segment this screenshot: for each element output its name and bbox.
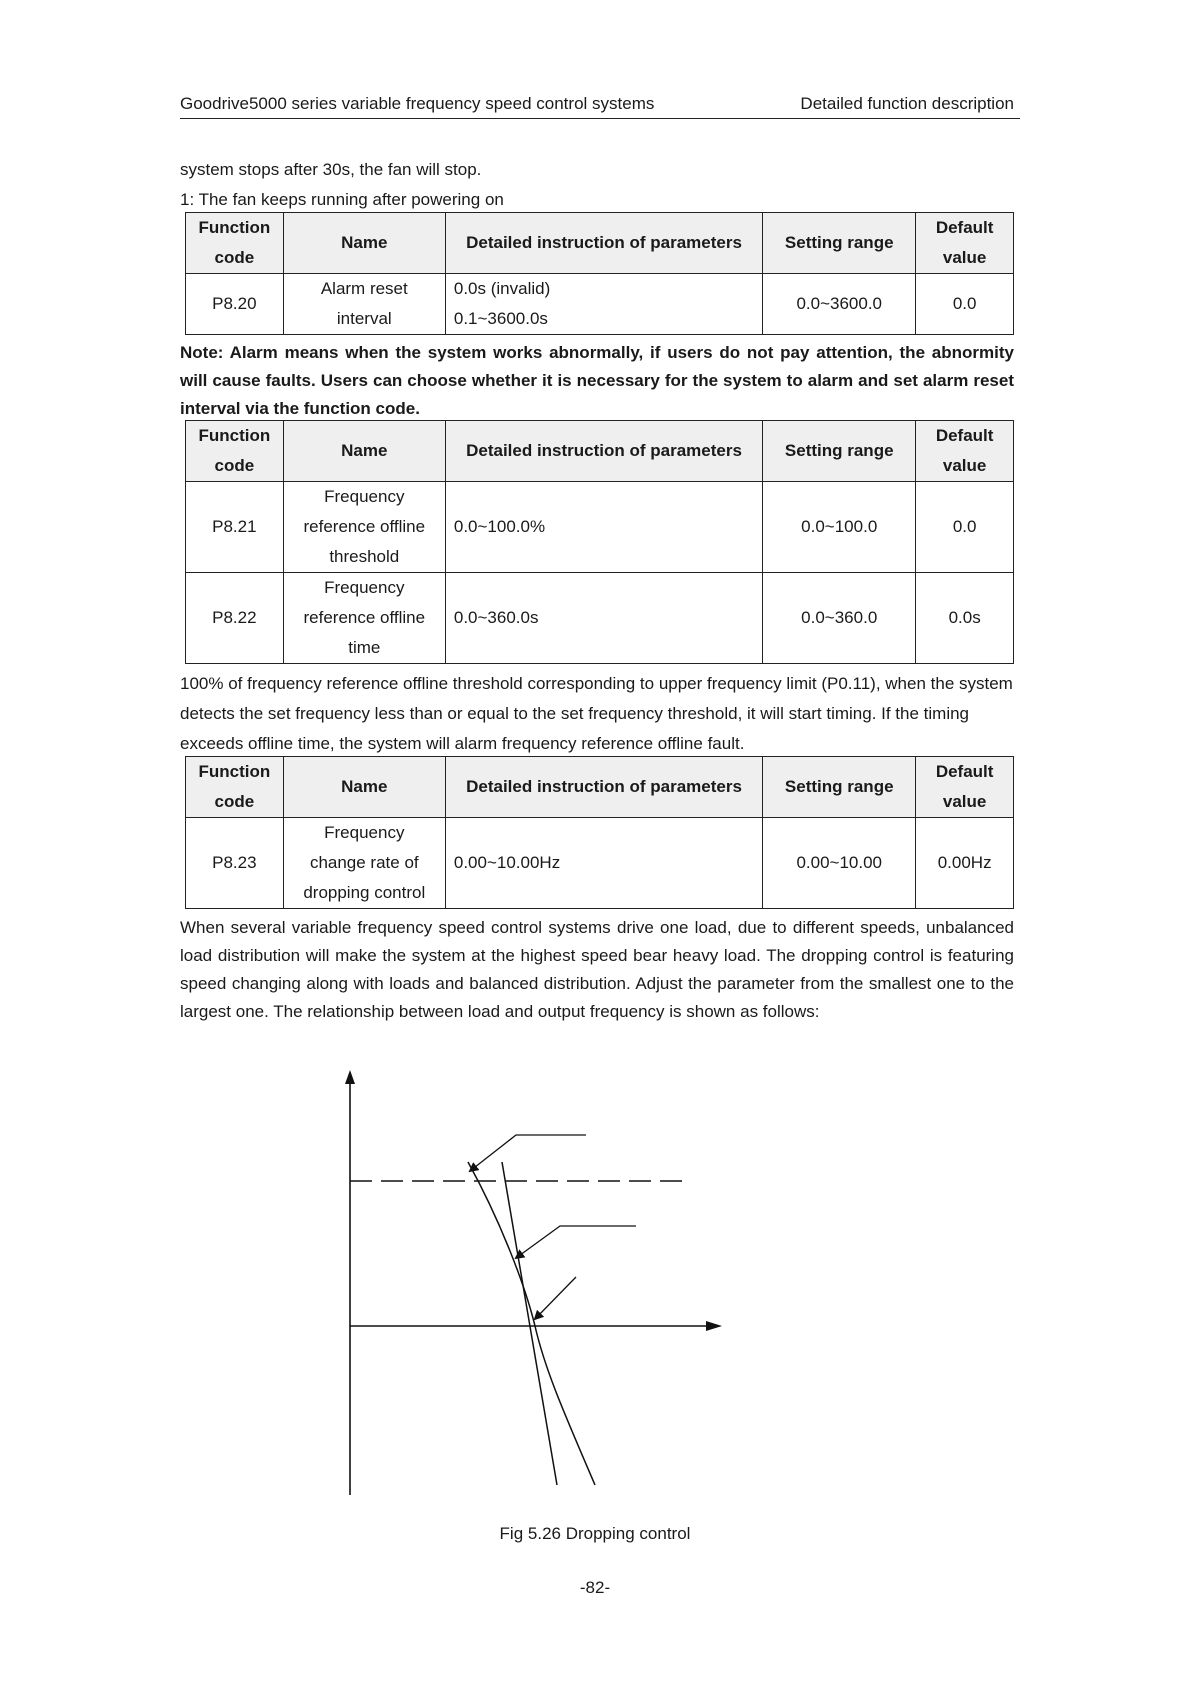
dropping-curve [468,1162,595,1485]
header-default: Default value [916,757,1014,818]
cell-detail: 0.00~10.00Hz [445,818,762,909]
table-header-row [186,757,1014,818]
cell-detail: 0.0s (invalid) 0.1~3600.0s [445,274,762,335]
page-header [180,92,1020,119]
header-name: Name [283,421,445,482]
header-default: Default value [916,421,1014,482]
cell-code: P8.23 [186,818,284,909]
page-number: -82- [579,1578,611,1597]
cell-default: 0.0 [916,274,1014,335]
x-axis-arrow-icon [706,1321,722,1331]
header-name: Name [283,757,445,818]
table-header-row [186,421,1014,482]
table-header-row [186,213,1014,274]
parameter-table-p8-21 [185,420,1014,664]
header-range: Setting range [763,421,916,482]
cell-name: Frequency reference offline threshold [283,482,445,573]
leader-line-1 [470,1135,586,1171]
dropping-description: When several variable frequency speed control systems drive one load, due to different speeds, unbalanced load distribution will make the system at the highest speed bear heavy load. The dropping control is featuring speed changing along with loads and balanced distribution. Adjust the parameter from the smallest one to the largest one. The relationship between load and output frequency is shown as follows: [180,918,1014,1021]
header-detail: Detailed instruction of parameters [445,421,762,482]
leader-line-3 [535,1277,576,1319]
cell-detail: 0.0~100.0% [445,482,762,573]
header-detail: Detailed instruction of parameters [445,213,762,274]
intro-line-1: system stops after 30s, the fan will stop. [180,160,482,179]
cell-range: 0.0~100.0 [763,482,916,573]
header-range: Setting range [763,757,916,818]
intro-line-2: 1: The fan keeps running after powering on [180,190,504,209]
cell-range: 0.0~3600.0 [763,274,916,335]
cell-name: Frequency reference offline time [283,573,445,664]
header-function-code: Function code [186,757,284,818]
parameter-table-p8-23 [185,756,1014,909]
leader-line-2 [516,1226,636,1258]
cell-default: 0.0s [916,573,1014,664]
header-name: Name [283,213,445,274]
cell-range: 0.00~10.00 [763,818,916,909]
cell-detail: 0.0~360.0s [445,573,762,664]
header-default: Default value [916,213,1014,274]
note-text: Note: Alarm means when the system works abnormally, if users do not pay attention, the abnormity will cause faults. Users can choose whether it is necessary for the system to alarm and set alarm reset interval via the function code. [180,343,1014,418]
dropping-control-diagram [330,1070,730,1500]
table-row [186,573,1014,664]
steep-line [502,1162,557,1485]
cell-code: P8.21 [186,482,284,573]
cell-default: 0.0 [916,482,1014,573]
intro-text [180,155,1014,215]
offline-description: 100% of frequency reference offline threshold corresponding to upper frequency limit (P0.11), when the system detects the set frequency less than or equal to the set frequency threshold, it will start timing. If the timing exceeds offline time, the system will alarm frequency reference offline fault. [180,674,1013,753]
cell-default: 0.00Hz [916,818,1014,909]
cell-name: Frequency change rate of dropping control [283,818,445,909]
table-row [186,274,1014,335]
cell-code: P8.22 [186,573,284,664]
cell-name: Alarm reset interval [283,274,445,335]
table-row [186,482,1014,573]
header-range: Setting range [763,213,916,274]
header-function-code: Function code [186,213,284,274]
cell-code: P8.20 [186,274,284,335]
header-section: Detailed function description [800,94,1014,113]
parameter-table-p8-20 [185,212,1014,335]
figure-caption: Fig 5.26 Dropping control [499,1524,691,1543]
cell-range: 0.0~360.0 [763,573,916,664]
header-function-code: Function code [186,421,284,482]
header-detail: Detailed instruction of parameters [445,757,762,818]
header-title: Goodrive5000 series variable frequency speed control systems [180,94,655,113]
y-axis-arrow-icon [345,1070,355,1084]
table-row [186,818,1014,909]
